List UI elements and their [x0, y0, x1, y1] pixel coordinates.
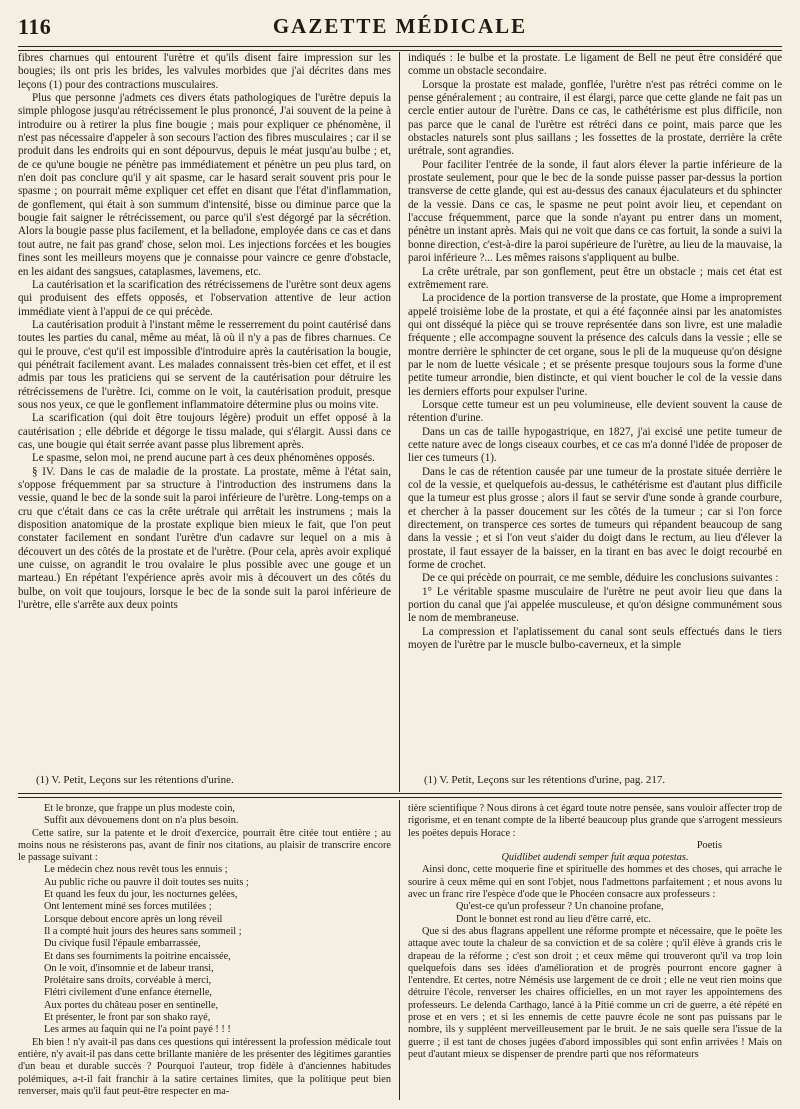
- article-paragraph: De ce qui précède on pourrait, ce me semble, déduire les conclusions suivantes :: [422, 572, 779, 585]
- feuilleton-rule: [18, 793, 782, 794]
- article-paragraph: Lorsque la prostate est malade, gonflée, l'urètre n'est pas rétréci comme on le pense généralement ; au contraire, il est élargi, parce que cette glande ne fait pas un cercle entier autour de l'urètre. Dans ce cas, le cathétérisme est plus difficile, non pas parce que le canal de l'urètre est rétréci dans ce point, mais parce que les obstacles naturels sont plus saillans ; les fossettes de la prostate, derrière la crête urétrale, sont agrandies.: [408, 78, 782, 158]
- verse-line: Et le bronze, que frappe un plus modeste coin,: [44, 803, 236, 814]
- feuilleton-column-right: [408, 803, 782, 1105]
- feuilleton-paragraph: Cette satire, sur la patente et le droit d'exercice, pourrait être citée tout entière ; au moins nous ne résisterons pas, avant de finir nos citations, au plaisir de transcrire encore le passage suivant :: [18, 827, 391, 864]
- article-column-left: [18, 52, 391, 760]
- article-paragraph: Plus que personne j'admets ces divers états pathologiques de l'urètre depuis la simple phlogose jusqu'au rétrécissement le plus prononcé, J'ai souvent de la peine à introduire ou à retirer la plus fine bougie ; mais pour expliquer ce phénomène, il n'est pas nécessaire d'appeler à son secours l'action des fibres musculaires ; car il se produit dans les endroits qui en sont dépourvus, depuis le méat jusqu'au bulbe ; et, de ce qu'une bougie ne pénètre pas immédiatement et pénètre un peu plus tard, on n'en doit pas conclure qu'il y ait spasme, car le hasard serait souvent pris pour le spasme ; on pourrait même expliquer cet effet en disant que l'état d'inflammation, de gonflement, qui était à son summum d'intensité, bisse ou diminue parce que la bougie fait saigner le rétrécissement, ou parce qu'il s'est dégorgé par la sécrétion. Alors la bougie passe plus facilement, et la belladone, employée dans ce cas et dans tout autre, ne fait pas grand' chose, selon moi. Les injections forcées et les bougies fines sont les meilleurs moyens que je connaisse pour vaincre ce genre d'obstacle, en les aidant des sangsues, cataplasmes, lavemens, etc.: [18, 92, 391, 278]
- feuilleton-paragraph: tière scientifique ? Nous dirons à cet égard toute notre pensée, sans vouloir affecter trop de rigorisme, et en tenant compte de la liberté beaucoup plus grande que s'arrogent messieurs les poëtes depuis Horace :: [408, 803, 782, 839]
- article-paragraph: Le spasme, selon moi, ne prend aucune part à ces deux phénomènes opposés.: [32, 452, 375, 465]
- column-divider-upper: [399, 52, 400, 792]
- feuilleton-paragraph: Que si des abus flagrans appellent une réforme prompte et nécessaire, que le poëte les attaque avec toute la chaleur de sa conviction et de sa colère ; qu'il élève à grands cris le drapeau de la réforme ; c'est son droit ; et ceux même qui trouveront qu'il va trop loin quelquefois dans ses idées d'amélioration et de progrès pourront encore gagner à l'entendre. Et certes, notre Némésis use largement de ce droit ; elle ne veut rien moins que détruire l'école, renverser les chaires officielles, en un mot rayer les appointemens des professeurs. Le delenda Carthago, lancé à la Pitié comme un cri de guerre, a été répété en prose et en vers ; et si les ennemis de cette pauvre école ne sont pas puissans par le nombre, ils y suppléent merveilleusement par le bruit. Je ne sais quelle sera l'issue de la guerre ; il est tant de choses jugées d'abord impossibles qui sont enfin arrivées ! Mais on peut d'autant mieux se dispenser de prendre parti que nos réformateurs: [408, 925, 782, 1060]
- article-paragraph: Dans un cas de taille hypogastrique, en 1827, j'ai excisé une petite tumeur de cette nature avec de longs ciseaux courbes, et ce cas m'a donné l'idée de proposer de lier ces tumeurs (1).: [408, 425, 782, 465]
- verse-line: Les armes au faquin qui ne l'a point payé ! ! !: [44, 1024, 231, 1036]
- journal-title: GAZETTE MÉDICALE: [272, 14, 528, 38]
- verse-line: Du civique fusil l'épaule embarrassée,: [44, 938, 201, 950]
- article-paragraph: Dans le cas de rétention causée par une tumeur de la prostate située derrière le col de la vessie, et quelquefois au-dessus, le cathétérisme est d'autant plus difficile que la tumeur est plus grosse ; alors il faut se servir d'une sonde à grande courbure, et chercher à la passer doucement sur les côtés de la tumeur ; car si l'on force directement, on transperce ces sortes de tumeurs qui répandent beaucoup de sang dans la vessie ; et si l'on veut s'aider du doigt dans le rectum, au lieu d'élever la prostate, il faut essayer de la baisser, en la tirant en bas avec le doigt recourbé en forme de crochet.: [408, 465, 782, 572]
- article-paragraph: La compression et l'aplatissement du canal sont seuls effectués dans le tiers moyen de l'urètre par le muscle bulbo-caverneux, et la simple: [408, 625, 782, 652]
- verse-line: Lorsque debout encore après un long réveil: [44, 913, 223, 925]
- column-divider-lower: [399, 800, 400, 1100]
- verse-line: Prolétaire sans droits, corvéable à merci,: [44, 975, 212, 987]
- page-number: 116: [18, 14, 52, 39]
- article-paragraph: La scarification (qui doit être toujours légère) produit un effet opposé à la cautérisation ; elle débride et dégorge le tissu malade, qui s'élargit. Aussi dans ce cas, une bougie qui était serrée avant passe plus librement après.: [18, 412, 391, 451]
- verse-line: Suffit aux dévouemens dont on n'a plus besoin.: [44, 815, 239, 827]
- verse-line: Qu'est-ce qu'un professeur ? Un chanoine profane,: [456, 901, 664, 913]
- verse-line: Au public riche ou pauvre il doit toutes ses nuits ;: [44, 876, 249, 888]
- verse-line: Et dans ses fourniments la poitrine encaissée,: [44, 950, 231, 962]
- verse-line: Flétri civilement d'une enfance éternelle,: [44, 987, 212, 999]
- article-paragraph: fibres charnues qui entourent l'urètre et qu'ils disent faire impression sur les bougies; ils ont pris les brides, les valvules morbides que j'ai décrites dans mes leçons (1) pour des contractions musculaires.: [18, 52, 391, 91]
- verse-line: On le voit, d'insomnie et de labeur transi,: [44, 962, 214, 974]
- feuilleton-rule-thin: [18, 797, 782, 798]
- feuilleton-column-left: [18, 803, 391, 1105]
- verse-line: Et quand les feux du jour, les nocturnes gelées,: [44, 889, 238, 901]
- verse-line: Ont lentement miné ses forces mutilées ;: [44, 901, 212, 913]
- article-paragraph: Pour faciliter l'entrée de la sonde, il faut alors élever la partie inférieure de la prostate seulement, pour que le bec de la sonde puisse passer par-dessus la portion transverse de cette glande, qui est au-dessus des canaux éjaculateurs et du sphincter de la vessie. Dans ce cas, le spasme ne peut point avoir lieu, et cependant on l'accuse fréquemment, parce que la sonde n'ayant pu entrer dans un moment, pénètre un instant après. Mais qui ne voit que dans ce cas fortuit, la sonde a suivi la bonne direction, c'est-à-dire la paroi supérieure de l'urètre, au lieu de la mauvaise, la paroi inférieure ?... Les mêmes raisons s'appliquent au bulbe.: [408, 158, 782, 265]
- footnote-left: (1) V. Petit, Leçons sur les rétentions d'urine.: [36, 774, 234, 786]
- verse-line: Dont le bonnet est rond au lieu d'être carré, etc.: [456, 913, 651, 925]
- article-paragraph: La procidence de la portion transverse de la prostate, que Home a improprement appelé troisième lobe de la prostate, et qui a été façonnée ainsi par les anatomistes qui ont disséqué la pièce qui se trouve représentée dans son livre, est une maladie fréquente ; elle accompagne souvent la présence des calculs dans la vessie ; elle se montre derrière le sphincter de cet organe, sous le pli de la muqueuse qu'on désigne par le nom de luette vésicale ; et se présente presque toujours sous la forme d'une petite tumeur arrondie, bien distincte, et qui vient boucher le col de la vessie dans les derniers efforts pour expulser l'urine.: [408, 292, 782, 398]
- header-rule: [18, 46, 782, 47]
- article-paragraph: La cautérisation produit à l'instant même le resserrement du point cautérisé dans toutes les parties du canal, même au méat, là où il n'y a pas de fibres charnues. Ce qui le prouve, c'est qu'il est impossible d'introduire après la cautérisation la bougie, qui pénétrait facilement avant. Les malades connaissent très-bien cet effet, et il est admis par tous les praticiens qui se servent de la cautérisation pour détruire les rétrécissemens de l'urètre. Ici, comme on le voit, la cautérisation produit, presque sous nos yeux, ce que le gonflement inflammatoire détermine plus ou moins vite.: [18, 318, 391, 411]
- article-paragraph: La crête urétrale, par son gonflement, peut être un obstacle ; mais cet état est extrêmement rare.: [408, 265, 782, 291]
- article-paragraph: Lorsque cette tumeur est un peu volumineuse, elle devient souvent la cause de rétention d'urine.: [408, 398, 782, 425]
- article-paragraph: La cautérisation et la scarification des rétrécissemens de l'urètre sont deux agens qui produisent des effets opposés, et l'observation attentive de leur action immédiate vient à l'appui de ce qui précède.: [18, 278, 391, 318]
- section-heading-paragraph: § IV. Dans le cas de maladie de la prostate. La prostate, même à l'état sain, s'oppose fréquemment par sa structure à l'introduction des instrumens dans la vessie, quand le bec de la sonde suit la paroi inférieure de l'urètre. Long-temps on a cru que c'était dans ce cas la crête urétrale qui arrêtait les instrumens ; mais la disposition anatomique de la prostate explique bien mieux le fait, que l'on peut constater facilement en sondant l'urètre d'un cadavre sur lequel on a mis à découvert un des côtés de la prostate et de l'urètre. (Pour cela, après avoir expliqué une cuisse, on agrandit le trou ovalaire le plus possible avec une gouge et un marteau.) En répétant l'expérience après avoir mis à découvert un des côtés du bulbe, on voit que toujours, lorsque le bec de la sonde suit la paroi inférieure de l'urètre, elle s'arrête aux deux points: [18, 465, 391, 612]
- verse-line: Le médecin chez nous revêt tous les ennuis ;: [44, 864, 228, 876]
- latin-quote: Quidlibet audendi semper fuit æqua potestas.: [501, 852, 689, 864]
- verse-line: Aux portes du château poser en sentinelle,: [44, 999, 219, 1011]
- verse-line: Et présenter, le front par son shako rayé,: [44, 1012, 211, 1024]
- header-rule-thin: [18, 50, 782, 51]
- page-header: [18, 14, 782, 42]
- footnote-right: (1) V. Petit, Leçons sur les rétentions d'urine, pag. 217.: [424, 774, 666, 786]
- verse-line: Il a compté huit jours des heures sans sommeil ;: [44, 925, 242, 937]
- conclusion-paragraph: 1° Le véritable spasme musculaire de l'urètre ne peut avoir lieu que dans la portion du canal que j'ai appelée musculeuse, et qu'on désigne communément sous le nom de membraneuse.: [408, 585, 782, 625]
- feuilleton-paragraph: Eh bien ! n'y avait-il pas dans ces questions qui intéressent la profession médicale tout entière, n'y avait-il pas dans cette brillante manière de les présenter des légitimes garanties d'un beau et durable succès ? Pourquoi l'auteur, trop fidèle à d'anciennes habitudes polémiques, a-t-il fait franchir à la satire certaines limites, que la politique peut bien renverser, mais qu'il faut peut-être respecter en ma-: [18, 1036, 391, 1097]
- feuilleton-paragraph: Ainsi donc, cette moquerie fine et spirituelle des hommes et des choses, qui arrache le sourire à ceux même qui en sont l'objet, nous l'admettons parfaitement ; et nous avons lu avec un franc rire l'espèce d'ode que le Phocéen consacre aux professeurs :: [408, 864, 782, 901]
- quote-attribution: Poetis: [696, 839, 722, 851]
- article-paragraph: indiqués : le bulbe et la prostate. Le ligament de Bell ne peut être considéré que comme un obstacle secondaire.: [408, 52, 782, 78]
- article-column-right: [408, 52, 782, 760]
